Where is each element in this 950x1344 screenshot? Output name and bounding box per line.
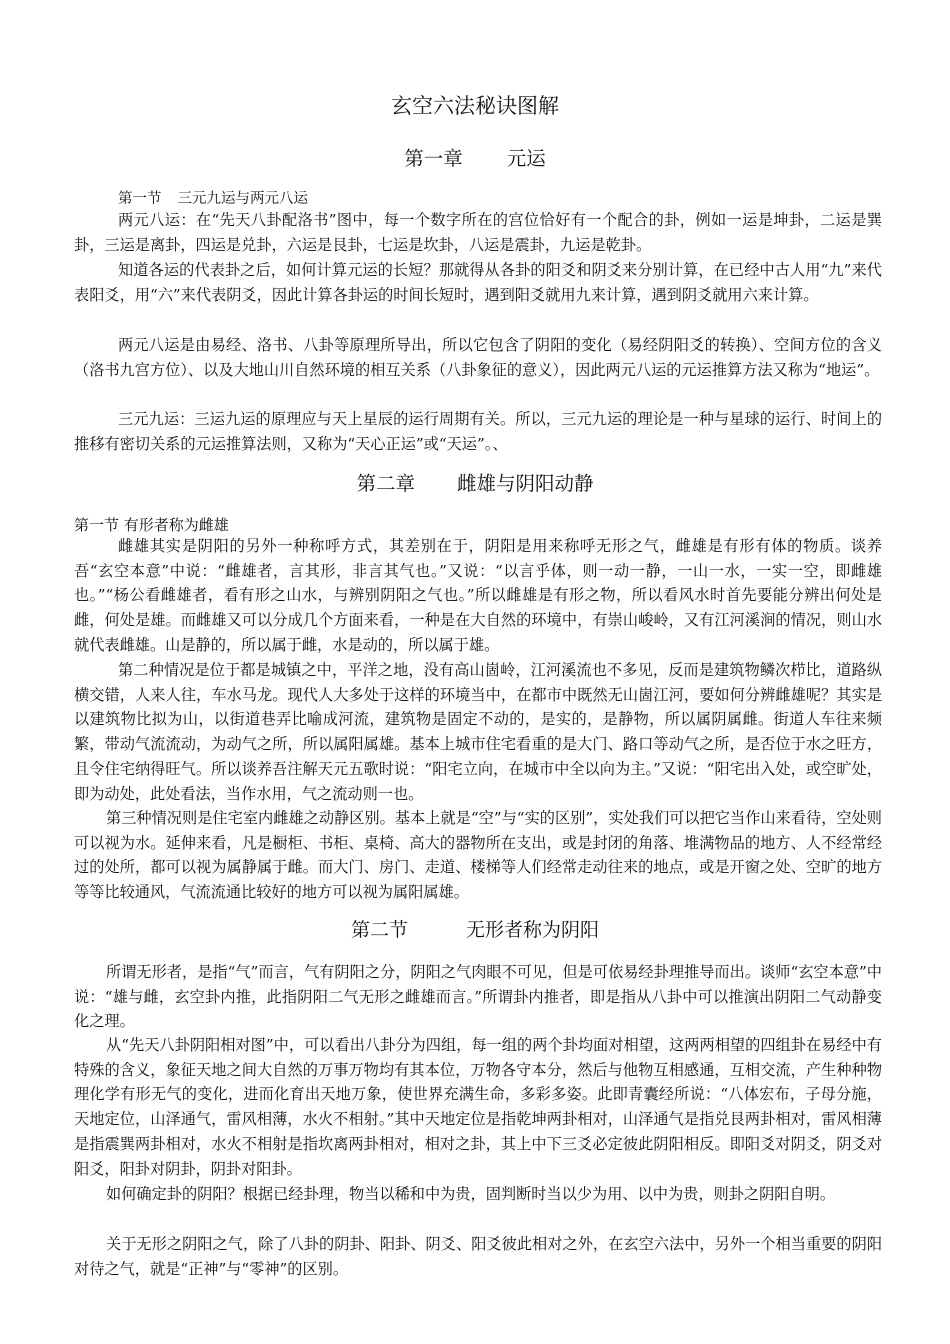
section-label: 第一节 xyxy=(118,191,162,207)
section-title: 三元九运与两元八运 xyxy=(177,191,308,207)
section-2-title: 无形者称为阴阳 xyxy=(466,919,600,941)
paragraph-c1s1-3: 两元八运是由易经、洛书、八卦等原理所导出，所以它包含了阴阳的变化（易经阴阳爻的转换）、空间方位的含义（洛书九宫方位）、以及大地山川自然环境的相互关系（八卦象征的意义），因此两元八运的元运推算方法又称为“地运”。 xyxy=(74,336,882,379)
paragraph-c2s2-2: 从“先天八卦阴阳相对图”中，可以看出八卦分为四组，每一组的两个卦均面对相望，这两两相望的四组卦在易经中有特殊的含义，象征天地之间大自然的万事万物均有其本位，万物各守本分，然后与他物互相感通，互相交流，产生种种物理化学有形无气的变化，进而化育出天地万象，使世界充满生命，多彩多姿。此即青囊经所说：“八体宏布，子母分施，天地定位，山泽通气，雷风相薄，水火不相射。”其中天地定位是指乾坤两卦相对，山泽通气是指兑艮两卦相对，雷风相薄是指震巽两卦相对，水火不相射是指坎离两卦相对，相对之卦，其上中下三爻必定彼此阴阳相反。即阳爻对阴爻，阴爻对阳爻，阳卦对阴卦，阴卦对阳卦。 xyxy=(74,1036,882,1178)
document-title xyxy=(0,90,950,120)
paragraph-c1s1-2: 知道各运的代表卦之后，如何计算元运的长短？那就得从各卦的阳爻和阴爻来分别计算，在已经中古人用“九”来代表阳爻，用“六”来代表阴爻，因此计算各卦运的时间长短时，遇到阳爻就用九来计算，遇到阴爻就用六来计算。 xyxy=(74,261,882,304)
chapter-2-section-1-heading: 第一节 有形者称为雌雄 xyxy=(74,516,229,534)
paragraph-c2s1-3: 第三种情况则是住宅室内雌雄之动静区别。基本上就是“空”与“实的区别”，实处我们可以把它当作山来看待，空处则可以视为水。延伸来看，凡是橱柜、书柜、桌椅、高大的器物所在支出，或是封闭的角落、堆满物品的地方、人不经常经过的处所，都可以视为属静属于雌。而大门、房门、走道、楼梯等人们经常走动往来的地点，或是开窗之处、空旷的地方等等比较通风，气流流通比较好的地方可以视为属阳属雄。 xyxy=(74,809,882,902)
chapter-1-label: 第一章 xyxy=(404,147,463,170)
chapter-1-title: 元运 xyxy=(506,147,546,170)
chapter-2-section-2-heading xyxy=(0,915,950,942)
paragraph-c2s2-3: 如何确定卦的阴阳？根据已经卦理，物当以稀和中为贵，固判断时当以少为用、以中为贵，则卦之阴阳自明。 xyxy=(106,1185,835,1203)
paragraph-c2s1-2: 第二种情况是位于都是城镇之中，平洋之地，没有高山崮岭，江河溪流也不多见，反而是建筑物鳞次栉比，道路纵横交错，人来人往，车水马龙。现代人大多处于这样的环境当中，在都市中既然无山崮江河，要如何分辨雌雄呢？其实是以建筑物比拟为山，以街道巷弄比喻成河流，建筑物是固定不动的，是实的，是静物，所以属阴属雌。街道人车往来频繁，带动气流流动，为动气之所，所以属阳属雄。基本上城市住宅看重的是大门、路口等动气之所，是否位于水之旺方，且令住宅纳得旺气。所以谈养吾注解天元五歌时说：“阳宅立向，在城市中全以向为主。”又说：“阳宅出入处，或空旷处，即为动处，此处看法，当作水用，气之流动则一也。 xyxy=(74,661,882,803)
paragraph-c2s2-4: 关于无形之阴阳之气，除了八卦的阴卦、阳卦、阴爻、阳爻彼此相对之外，在玄空六法中，另外一个相当重要的阴阳对待之气，就是“正神”与“零神”的区别。 xyxy=(74,1235,882,1278)
paragraph-c1s1-1: 两元八运：在“先天八卦配洛书”图中，每一个数字所在的宫位恰好有一个配合的卦，例如一运是坤卦，二运是巽卦，三运是离卦，四运是兑卦，六运是艮卦，七运是坎卦，八运是震卦，九运是乾卦。 xyxy=(74,211,882,254)
chapter-1-heading xyxy=(0,143,950,171)
chapter-2-heading xyxy=(0,468,950,496)
document-title-text: 玄空六法秘诀图解 xyxy=(391,94,559,118)
chapter-2-label: 第二章 xyxy=(356,472,415,495)
section-2-label: 第二节 xyxy=(350,919,408,941)
paragraph-c2s2-1: 所谓无形者，是指“气”而言，气有阴阳之分，阴阳之气肉眼不可见，但是可依易经卦理推导而出。谈师“玄空本意”中说：“雄与雌，玄空卦内推，此指阴阳二气无形之雌雄而言。”所谓卦内推者，即是指从八卦中可以推演出阴阳二气动静变化之理。 xyxy=(74,963,882,1031)
paragraph-c1s1-4: 三元九运：三运九运的原理应与天上星辰的运行周期有关。所以，三元九运的理论是一种与星球的运行、时间上的推移有密切关系的元运推算法则，又称为“天心正运”或“天运”。、 xyxy=(74,410,882,453)
paragraph-c2s1-1: 雌雄其实是阴阳的另外一种称呼方式，其差别在于，阴阳是用来称呼无形之气，雌雄是有形有体的物质。谈养吾“玄空本意”中说：“雌雄者，言其形，非言其气也。”又说：“以言乎体，则一动一静，一山一水，一实一空，即雌雄也。”“杨公看雌雄者，看有形之山水，与辨别阴阳之气也。”所以雌雄是有形之物，所以看风水时首先要能分辨出何处是雌，何处是雄。而雌雄又可以分成几个方面来看，一种是在大自然的环境中，有崇山峻岭，又有江河溪涧的情况，则山水就代表雌雄。山是静的，所以属于雌，水是动的，所以属于雄。 xyxy=(74,537,882,654)
chapter-1-section-1-heading xyxy=(118,187,308,208)
chapter-2-title: 雌雄与阴阳动静 xyxy=(457,472,594,495)
